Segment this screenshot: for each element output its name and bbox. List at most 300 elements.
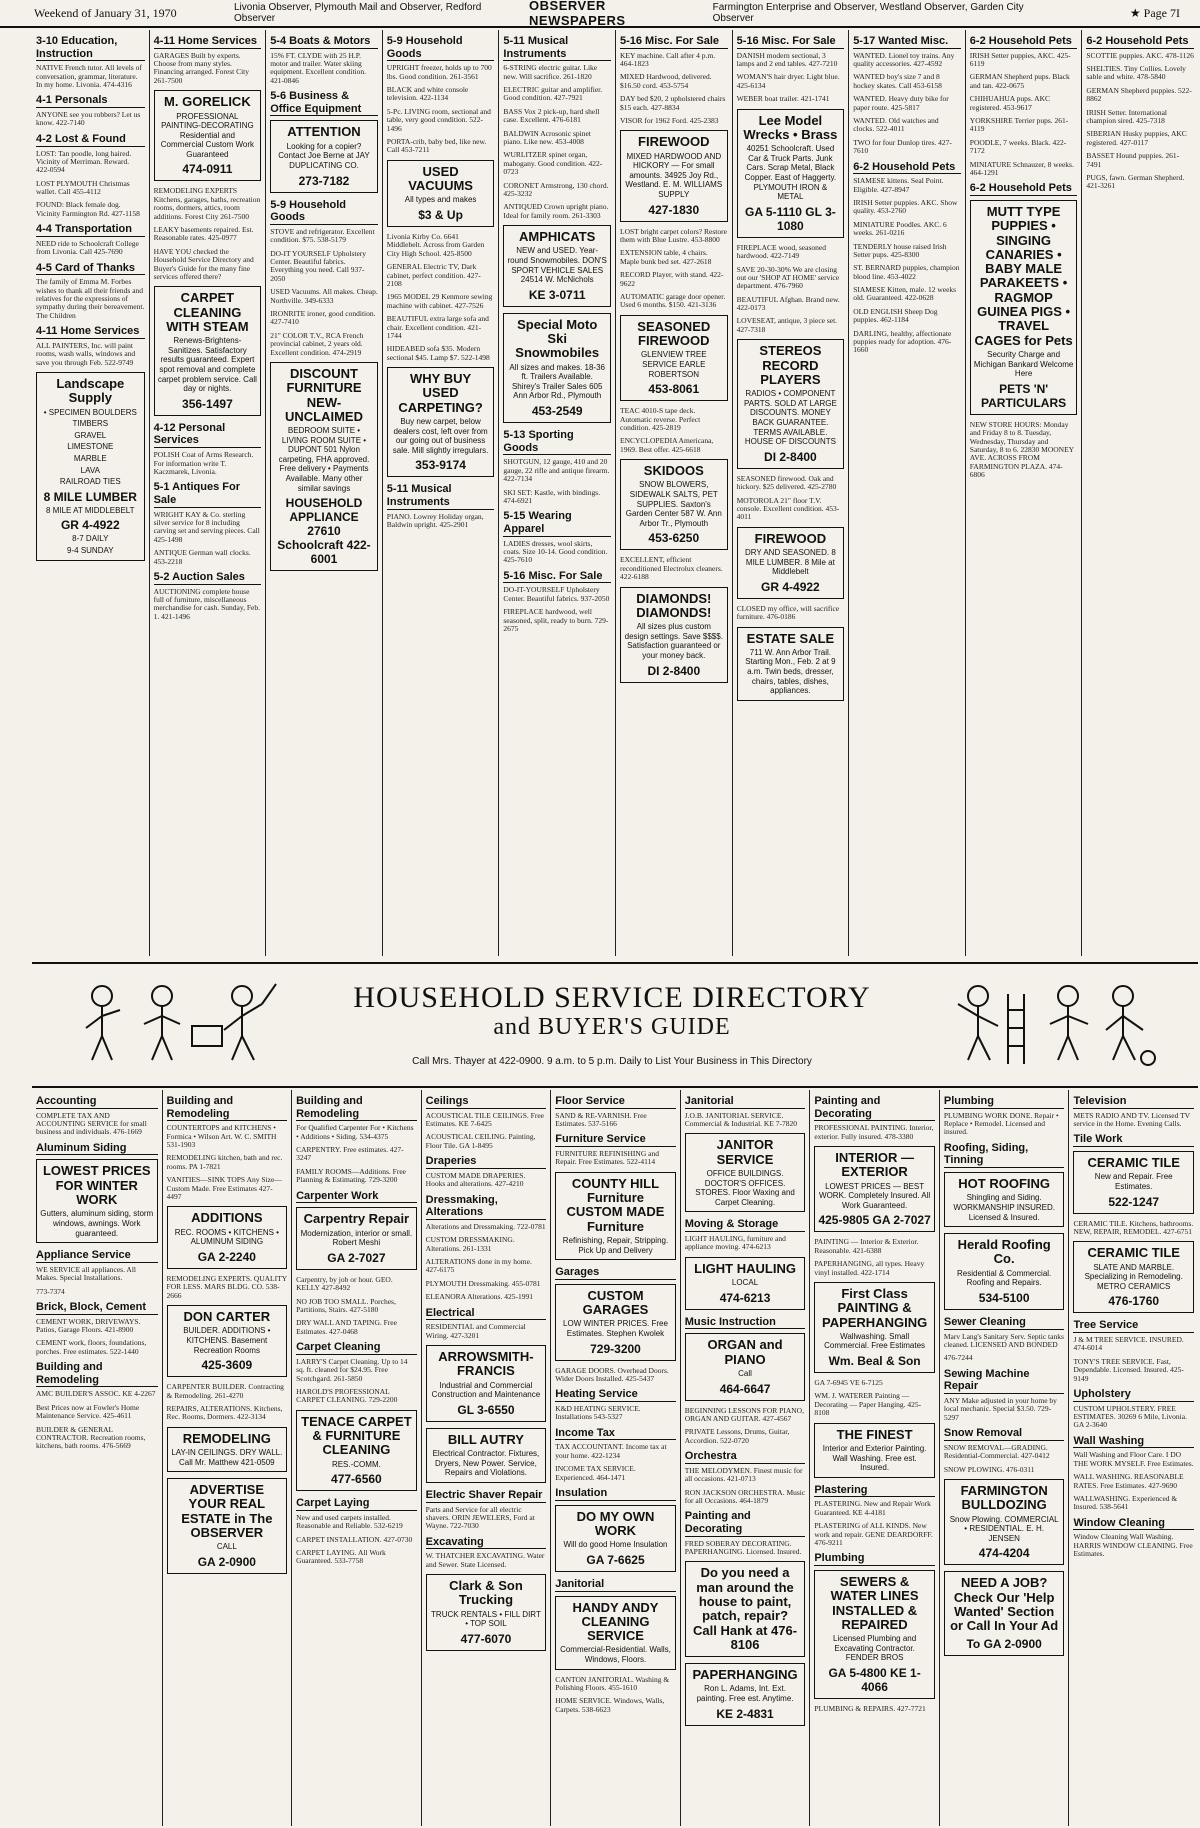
- display-ad-headline: ESTATE SALE: [746, 630, 835, 646]
- classified-ad: CUSTOM UPHOLSTERY. FREE ESTIMATES. 30269 6 Mile, Livonia. GA 2-3640: [1073, 1403, 1187, 1430]
- classified-ad: 476-7244: [943, 1353, 973, 1363]
- display-ad-headline: CERAMIC TILE: [1087, 1155, 1180, 1171]
- display-ad-headline: FIREWOOD: [754, 530, 827, 546]
- display-ad-phone: 729-3200: [590, 1341, 641, 1356]
- category-heading-draperies: Draperies: [426, 1155, 547, 1169]
- page-number: ★ Page 7I: [1129, 5, 1180, 20]
- display-ad: [154, 286, 262, 415]
- classified-ad: GARAGES Built by experts. Choose from many styles. Financing arranged. Forest City 261-7500: [153, 50, 249, 85]
- category-heading-garages: Garages: [555, 1266, 676, 1280]
- classified-ad: LOST bright carpet colors? Restore them with Blue Lustre. 453-8800: [619, 226, 727, 245]
- column-10: [1081, 30, 1198, 956]
- display-ad: [814, 1570, 935, 1699]
- category-heading-5-16-misc-for-sale: 5-16 Misc. For Sale: [503, 570, 611, 584]
- classified-ad: AUTOMATIC garage door opener. Used 6 months. $150. 421-3136: [619, 291, 726, 310]
- display-ad-phone: HOUSEHOLD APPLIANCE 27610 Schoolcraft 422-6001: [277, 496, 371, 567]
- classified-ad: GA 7-6945 VE 6-7125: [814, 1378, 883, 1388]
- display-ad: [387, 367, 495, 477]
- display-ad-body: Snow Plowing. COMMERCIAL • RESIDENTIAL. E. H. JENSEN: [949, 1514, 1059, 1543]
- display-ad-headline: SEWERS & WATER LINES INSTALLED & REPAIRED: [830, 1573, 919, 1632]
- category-heading-window-cleaning: Window Cleaning: [1073, 1517, 1194, 1531]
- display-ad-body: Licensed Plumbing and Excavating Contractor. FENDER BROS: [833, 1634, 917, 1663]
- classified-ad: ALTERATIONS done in my home. 427-6175: [425, 1257, 532, 1275]
- display-ad-headline: SEASONED FIREWOOD: [637, 318, 711, 349]
- category-heading-4-2-lost-found: 4-2 Lost & Found: [36, 133, 145, 147]
- category-heading-dressmaking-alterations: Dressmaking, Alterations: [426, 1194, 547, 1220]
- classified-ad: GERMAN Shepherd puppies. 522-8862: [1086, 85, 1192, 104]
- display-ad-phone: 474-6213: [719, 1290, 771, 1305]
- directory-banner: [32, 962, 1198, 1088]
- display-ad-body: Buy new carpet, below dealers cost, left over from our going out of business sale. Mill slightly irregulars.: [392, 416, 489, 455]
- display-ad-body: NEW and USED. Year-round Snowmobiles. DON'S SPORT VEHICLE SALES 24514 W. McNichols: [507, 246, 607, 285]
- category-heading-plumbing: Plumbing: [944, 1095, 1065, 1109]
- display-ad-headline: STEREOS RECORD PLAYERS: [759, 343, 822, 387]
- classified-ad: DO-IT-YOURSELF Upholstery Center. Beautiful fabrics. 937-2050: [503, 585, 610, 603]
- classified-ad: CLOSED my office, will sacrifice furniture. 476-0186: [736, 603, 840, 622]
- display-ad-phone: Wm. Beal & Son: [828, 1354, 921, 1369]
- display-ad-headline: NEED A JOB? Check Our 'Help Wanted' Section or Call In Your Ad: [950, 1575, 1059, 1634]
- display-ad-phone: 427-1830: [648, 202, 700, 217]
- display-ad-phone: 534-5100: [978, 1290, 1030, 1305]
- display-ad: [814, 1146, 935, 1232]
- column-4: [421, 1090, 551, 1826]
- category-heading-carpet-cleaning: Carpet Cleaning: [296, 1341, 417, 1355]
- display-ad-body: Modernization, interior or small. Robert Meshi: [300, 1228, 413, 1248]
- display-ad-phone: PETS 'N' PARTICULARS: [981, 381, 1067, 410]
- classified-ad: KEY machine. Call after 4 p.m. 464-1823: [619, 50, 716, 69]
- column-8: [939, 1090, 1069, 1826]
- display-ad-body: BEDROOM SUITE • LIVING ROOM SUITE • DUPONT 501 Nylon carpeting, FHA approved. Free delivery • Payments Available. Many other similar savings: [278, 426, 370, 493]
- display-ad-body: Industrial and Commercial Construction and Maintenance: [431, 1380, 541, 1400]
- classified-ad: STOVE and refrigerator. Excellent condition. $75. 538-5179: [270, 226, 375, 245]
- category-heading-furniture-service: Furniture Service: [555, 1133, 676, 1147]
- classified-ad: BUILDER & GENERAL CONTRACTOR. Recreation rooms, kitchens, bath rooms. 476-5669: [36, 1424, 146, 1451]
- classified-ad: 5-Pc. LIVING room, sectional and table, very good condition. 522-1496: [386, 106, 491, 133]
- classified-ad: ANY Make adjusted in your home by local mechanic. Special $3.50. 729-5297: [943, 1396, 1057, 1422]
- category-heading-janitorial: Janitorial: [685, 1095, 806, 1109]
- classified-ad: For Qualified Carpenter For • Kitchens • Additions • Siding. 534-4375: [296, 1123, 414, 1141]
- display-ad-body: Will do good Home Insulation: [563, 1540, 668, 1550]
- display-ad-headline: Carpentry Repair: [303, 1211, 410, 1227]
- classified-ad: BEAUTIFUL Afghan. Brand new. 422-0173: [736, 294, 840, 313]
- classified-ad: J.O.B. JANITORIAL SERVICE. Commercial & Industrial. KE 7-7820: [684, 1110, 798, 1129]
- category-heading-6-2-household-pets: 6-2 Household Pets: [1086, 35, 1194, 49]
- display-ad: [814, 1282, 935, 1373]
- classified-ad: SCOTTIE puppies. AKC. 478-1126: [1086, 50, 1194, 60]
- classified-ad: WANTED boy's size 7 and 8 hockey skates. Call 453-6158: [853, 72, 942, 90]
- classified-ad: ACOUSTICAL TILE CEILINGS. Free Estimates. KE 7-6425: [425, 1110, 544, 1129]
- classified-ad: SIBERIAN Husky puppies, AKC registered. 427-0117: [1086, 129, 1187, 147]
- classified-ad: New and used carpets installed. Reasonable and Reliable. 532-6219: [296, 1512, 403, 1531]
- category-heading-roofing-siding-tinning: Roofing, Siding, Tinning: [944, 1142, 1065, 1168]
- category-heading-painting-and-decorating: Painting and Decorating: [814, 1095, 935, 1121]
- display-ad-phone: 353-9174: [415, 458, 466, 473]
- classified-ad: WEBER boat trailer. 421-1741: [736, 94, 830, 104]
- classified-ad: ELEANORA Alterations. 425-1991: [425, 1292, 533, 1302]
- column-9: [965, 30, 1082, 956]
- classified-ad: HAVE YOU checked the Household Service Directory and Buyer's Guide for the many fine services offered there?: [153, 246, 254, 281]
- classified-ad: MINIATURE Schnauzer, 8 weeks. 464-1291: [969, 159, 1074, 177]
- display-ad: [270, 362, 378, 571]
- category-heading-ceilings: Ceilings: [426, 1095, 547, 1109]
- display-ad-body: Call: [738, 1368, 752, 1378]
- category-heading-upholstery: Upholstery: [1073, 1388, 1194, 1402]
- classified-ad: BLACK and white console television. 422-1134: [386, 85, 469, 103]
- classified-ad: Wall Washing and Floor Care. I DO THE WORK MYSELF. Free Estimates.: [1073, 1450, 1194, 1468]
- classified-ad: IRISH Setter puppies. AKC. Show quality. 453-2760: [853, 197, 958, 216]
- display-ad-phone: 477-6560: [331, 1472, 382, 1487]
- column-2: [162, 1090, 292, 1826]
- classified-ad: BASSET Hound puppies. 261-7491: [1086, 151, 1180, 169]
- category-heading-carpet-laying: Carpet Laying: [296, 1497, 417, 1511]
- category-heading-orchestra: Orchestra: [685, 1450, 806, 1464]
- display-ad-body: OFFICE BUILDINGS. DOCTOR'S OFFICES. STORES. Floor Waxing and Carpet Cleaning.: [695, 1169, 795, 1207]
- display-ad-headline: CERAMIC TILE: [1087, 1245, 1180, 1261]
- display-ad: [167, 1478, 288, 1574]
- classified-ad: CARPET LAYING. All Work Guaranteed. 533-7758: [296, 1547, 386, 1566]
- column-4: [382, 30, 499, 956]
- display-ad-headline: ORGAN and PIANO: [707, 1337, 783, 1367]
- display-ad-headline: DISCOUNT FURNITURE NEW-UNCLAIMED: [284, 365, 363, 424]
- display-ad: [36, 1159, 158, 1243]
- classified-ad: GENERAL Electric TV, Dark cabinet, perfect condition. 427-2108: [386, 262, 481, 288]
- display-ad-phone: To GA 2-0900: [966, 1636, 1042, 1651]
- display-ad: [555, 1172, 676, 1260]
- display-ad-headline: ATTENTION: [287, 124, 361, 140]
- column-1: [32, 1090, 162, 1826]
- classified-ad: BEAUTIFUL extra large sofa and chair. Excellent condition. 421-1744: [386, 314, 489, 340]
- classified-ad: LOVESEAT, antique, 3 piece set. 427-7318: [736, 316, 838, 334]
- display-ad-headline: CUSTOM GARAGES: [582, 1287, 649, 1318]
- classified-ad: PRIVATE Lessons, Drums, Guitar, Accordion. 522-0720: [684, 1427, 790, 1445]
- display-ad-body: Security Charge and Michigan Bankard Welcome Here: [973, 349, 1074, 379]
- classified-ad: ELECTRIC guitar and amplifier. Good condition. 427-7921: [503, 85, 603, 103]
- classified-ad: DO-IT YOURSELF Upholstery Center. Beautiful fabrics. Everything you need. Call 937-2050: [270, 248, 367, 283]
- column-1: [32, 30, 149, 956]
- display-ad-headline: ADVERTISE YOUR REAL ESTATE in The OBSERVER: [181, 1482, 273, 1541]
- display-ad-headline: MUTT TYPE PUPPIES • SINGING CANARIES • BABY MALE PARAKEETS • RAGMOP GUINEA PIGS • TRAVEL CAGES for Pets: [974, 203, 1073, 348]
- classified-ad: IRONRITE ironer, good condition. 427-7410: [270, 308, 376, 327]
- category-heading-music-instruction: Music Instruction: [685, 1316, 806, 1330]
- category-heading-5-17-wanted-misc: 5-17 Wanted Misc.: [853, 35, 961, 49]
- display-ad: [426, 1574, 547, 1651]
- display-ad-body: DRY AND SEASONED. 8 MILE LUMBER. 8 Mile at Middlebelt: [744, 547, 836, 577]
- display-ad-body: PROFESSIONAL PAINTING-DECORATING Residential and Commercial Custom Work Guaranteed: [160, 111, 254, 159]
- classified-ad: INCOME TAX SERVICE. Experienced. 464-1471: [555, 1464, 636, 1482]
- classified-ad: TWO for four Dunlop tires. 427-7610: [853, 137, 952, 156]
- category-heading-television: Television: [1073, 1095, 1194, 1109]
- landscape-item: MARBLE: [73, 454, 107, 464]
- classified-ad: K&D HEATING SERVICE. Installations 543-5327: [555, 1404, 641, 1422]
- category-heading-5-15-wearing-apparel: 5-15 Wearing Apparel: [503, 510, 611, 536]
- display-ad-phone: 425-9805 GA 2-7027: [818, 1213, 931, 1228]
- classified-ad: WALLWASHING. Experienced & Insured. 538-5641: [1073, 1494, 1178, 1512]
- category-heading-5-2-auction-sales: 5-2 Auction Sales: [154, 571, 262, 585]
- display-ad: [685, 1663, 806, 1725]
- classified-ad: REMODELING EXPERTS Kitchens, garages, baths, recreation rooms, dormers, attics, room additions. Forest City 261-7500: [153, 186, 261, 221]
- display-ad-headline: SKIDOOS: [643, 463, 704, 479]
- category-heading-carpenter-work: Carpenter Work: [296, 1190, 417, 1204]
- display-ad: [944, 1172, 1065, 1227]
- display-ad-phone: 522-1247: [1108, 1194, 1160, 1209]
- category-heading-building-and-remodeling: Building and Remodeling: [296, 1095, 417, 1121]
- display-ad: [296, 1207, 417, 1269]
- classified-ad: MOTOROLA 21" floor T.V. console. Excellent condition. 453-4011: [736, 495, 840, 522]
- classified-ad: NATIVE French tutor. All levels of conversation, grammar, literature. In my home. Livonia. 474-4316: [36, 63, 142, 90]
- display-ad-phone: 425-3609: [201, 1358, 253, 1373]
- category-heading-painting-and-decorating: Painting and Decorating: [685, 1510, 806, 1536]
- category-heading-wall-washing: Wall Washing: [1073, 1435, 1194, 1449]
- classified-ad: PLUMBING WORK DONE. Repair • Replace • Remodel. Licensed and insured.: [943, 1110, 1059, 1137]
- classified-ad: WANTED. Old watches and clocks. 522-4011: [853, 115, 939, 134]
- display-ad-headline: Special Moto Ski Snowmobiles: [515, 316, 600, 361]
- classified-ad: BEGINNING LESSONS FOR PIANO, ORGAN AND GUITAR. 427-4567: [684, 1405, 804, 1423]
- display-ad-body: REC. ROOMS • KITCHENS • ALUMINUM SIDING: [174, 1227, 279, 1247]
- category-heading-sewer-cleaning: Sewer Cleaning: [944, 1316, 1065, 1330]
- classified-ad: MINIATURE Poodles. AKC. 6 weeks. 261-0216: [853, 219, 947, 238]
- category-heading-excavating: Excavating: [426, 1536, 547, 1550]
- display-ad-phone: GA 5-4800 KE 1-4066: [828, 1665, 921, 1694]
- classified-ad: COMPLETE TAX AND ACCOUNTING SERVICE for small business and individuals. 476-1669: [36, 1110, 147, 1137]
- classified-ad: WURLITZER spinet organ, mahogany. Good condition. 422-0723: [503, 150, 603, 177]
- classified-ad: PROFESSIONAL PAINTING. Interior, exterior. Fully insured. 478-3380: [814, 1123, 934, 1141]
- display-ad: [426, 1428, 547, 1483]
- display-ad-phone: 453-6250: [648, 531, 700, 546]
- display-ad-headline: DIAMONDS! DIAMONDS!: [636, 590, 712, 620]
- display-ad-headline: DON CARTER: [183, 1309, 271, 1325]
- classified-ad: RECORD Player, with stand. 422-9622: [619, 270, 724, 288]
- category-heading-income-tax: Income Tax: [555, 1427, 676, 1441]
- category-heading-4-11-home-services: 4-11 Home Services: [154, 35, 262, 49]
- display-ad: [387, 160, 495, 227]
- display-ad-phone: GA 2-7027: [327, 1250, 386, 1265]
- display-ad-phone: GR 4-4922: [761, 579, 820, 594]
- category-heading-accounting: Accounting: [36, 1095, 158, 1109]
- classified-ad: NO JOB TOO SMALL. Porches, Partitions, Stairs. 427-5180: [296, 1296, 396, 1314]
- classified-ad: NEW STORE HOURS: Monday and Friday 8 to 8. Tuesday, Wednesday, Thursday and Saturday, 8 to 6. 22830 MOONEY AVE. ACROSS FROM FARMINGTON PLAZA. 474-6806: [969, 419, 1074, 480]
- classified-ad: WANTED. Heavy duty bike for paper route. 425-5817: [853, 94, 949, 112]
- classified-ad: HIDEABED sofa $35. Modern sectional $45. Lamp $7. 522-1498: [386, 344, 490, 362]
- category-heading-6-2-household-pets: 6-2 Household Pets: [970, 182, 1078, 196]
- classified-ad: YORKSHIRE Terrier pups. 261-4119: [969, 115, 1069, 134]
- classified-ad: FOUND: Black female dog. Vicinity Farmington Rd. 427-1158: [36, 200, 140, 218]
- display-ad-body: SLATE AND MARBLE. Specializing in Remodeling. METRO CERAMICS: [1084, 1262, 1183, 1291]
- display-ad-headline: Herald Roofing Co.: [957, 1237, 1051, 1267]
- display-ad-body: New and Repair. Free Estimates.: [1094, 1172, 1173, 1191]
- category-heading-building-and-remodeling: Building and Remodeling: [167, 1095, 288, 1121]
- classified-ad: AUCTIONING complete house full of furniture, miscellaneous merchandise for cash. Sunday, Feb. 1. 421-1496: [153, 586, 260, 621]
- classified-ad: SHELTIES. Tiny Collies. Lovely sable and white. 478-5840: [1086, 64, 1186, 82]
- classified-ad: PLASTERING. New and Repair Work Guaranteed. KE 4-4181: [814, 1499, 931, 1517]
- display-ad-body: GLENVIEW TREE SERVICE EARLE ROBERTSON: [640, 350, 707, 379]
- display-ad-headline: FARMINGTON BULLDOZING: [960, 1483, 1048, 1513]
- landscape-subtitle: • SPECIMEN BOULDERS: [43, 407, 137, 417]
- landscape-item: LIMESTONE: [67, 442, 114, 452]
- classified-ad: POLISH Coat of Arms Research. For information write T. Kaczmarek, Livonia.: [153, 450, 254, 476]
- category-heading-6-2-household-pets: 6-2 Household Pets: [853, 161, 961, 175]
- classified-ad: METS RADIO AND TV. Licensed TV service in the Home. Evening Calls.: [1073, 1110, 1190, 1129]
- category-heading-5-9-household-goods: 5-9 Household Goods: [387, 35, 495, 61]
- classified-ad: WE SERVICE all appliances. All Makes. Special Installations.: [36, 1264, 137, 1283]
- issue-date: Weekend of January 31, 1970: [34, 5, 177, 20]
- display-ad: [620, 459, 728, 550]
- category-heading-building-and-remodeling: Building and Remodeling: [36, 1361, 158, 1387]
- category-heading-tile-work: Tile Work: [1073, 1133, 1194, 1147]
- landscape-item: RAILROAD TIES: [59, 477, 121, 487]
- classified-ad: Carpentry, by job or hour. GEO. KELLY 427-8492: [296, 1274, 393, 1293]
- column-9: [1068, 1090, 1198, 1826]
- display-ad-body: RES.-COMM.: [331, 1459, 381, 1469]
- display-ad-body: Commercial-Residential. Walls, Windows, Floors.: [560, 1645, 671, 1664]
- category-heading-4-12-personal-services: 4-12 Personal Services: [154, 422, 262, 448]
- column-3: [265, 30, 382, 956]
- classified-ad: THE MELODYMEN. Finest music for all occasions. 421-0713: [684, 1465, 803, 1484]
- classified-ad: REPAIRS, ALTERATIONS. Kitchens, Rec. Rooms, Dormers. 422-3134: [166, 1403, 283, 1422]
- display-ad-headline: LIGHT HAULING: [694, 1260, 796, 1276]
- classified-ad: Alterations and Dressmaking. 722-0781: [425, 1221, 546, 1231]
- display-ad-body: LAY-IN CEILINGS. DRY WALL. Call Mr. Matthew 421-0509: [171, 1448, 283, 1467]
- classified-ad: AMC BUILDER'S ASSOC. KE 4-2267: [36, 1389, 156, 1399]
- classified-ad: CARPET INSTALLATION. 427-0730: [296, 1534, 413, 1544]
- display-ad-body: Shingling and Siding. WORKMANSHIP INSURED. Licensed & Insured.: [953, 1193, 1055, 1222]
- category-heading-electrical: Electrical: [426, 1307, 547, 1321]
- classified-ad: POODLE, 7 weeks. Black. 422-7172: [969, 137, 1067, 156]
- display-ad: [944, 1233, 1065, 1310]
- classified-ad: FIREPLACE wood, seasoned hardwood. 422-7149: [736, 242, 826, 261]
- display-ad-headline: JANITOR SERVICE: [716, 1137, 774, 1167]
- classified-ad: CANTON JANITORIAL. Washing & Polishing Floors. 455-1610: [555, 1674, 670, 1692]
- classified-ad: Parts and Service for all electric shavers. ORIN JEWELERS, Ford at Wayne. 722-7030: [425, 1504, 535, 1531]
- classified-ad: SIAMESE Kitten, male. 12 weeks old. Guaranteed. 422-0628: [853, 285, 957, 303]
- classified-ad: FIREPLACE hardwood, well seasoned, split, ready to burn. 729-2675: [503, 607, 609, 633]
- display-ad-headline: Clark & Son Trucking: [449, 1578, 523, 1608]
- classified-ad: LADIES dresses, wool skirts, coats. Size 10-14. Good condition. 425-7610: [503, 538, 608, 565]
- classified-ad: FRED SOBERAY DECORATING. PAPERHANGING. Licensed. Insured.: [684, 1538, 802, 1556]
- classified-ad: PIANO. Lowrey Holiday organ, Baldwin upright. 425-2901: [386, 511, 484, 529]
- classified-ad: RON JACKSON ORCHESTRA. Music for all Occasions. 464-1879: [684, 1487, 806, 1505]
- classified-ad: FAMILY ROOMS—Additions. Free Planning & Estimating. 729-3200: [296, 1166, 406, 1185]
- display-ad-body: RADIOS • COMPONENT PARTS. SOLD AT LARGE DISCOUNTS. MONEY BACK GUARANTEE. TERMS AVAILABLE. HOUSE OF DISCOUNTS: [744, 389, 837, 447]
- classified-ad: ST. BERNARD puppies, champion blood line. 453-4022: [853, 263, 960, 281]
- classified-ad: TEAC 4010-S tape deck. Automatic reverse. Perfect condition. 425-2819: [619, 406, 701, 432]
- classified-ad: HAROLD'S PROFESSIONAL CARPET CLEANING. 729-2200: [296, 1386, 398, 1405]
- classified-ad: PAPERHANGING, all types. Heavy vinyl installed. 422-1714: [814, 1259, 925, 1277]
- column-5: [550, 1090, 680, 1826]
- classified-ad: Livonia Kirby Co. 6641 Middlebelt. Across from Garden City High School. 425-8500: [386, 231, 485, 258]
- classified-ad: 1965 MODEL 29 Kenmore sewing machine with cabinet. 427-7526: [386, 292, 493, 310]
- classified-ad: PORTA-crib, baby bed, like new. Call 453-7211: [386, 137, 487, 155]
- classified-ad: DAY bed $20, 2 upholstered chairs $15 each. 427-8834: [619, 94, 726, 112]
- display-ad: [737, 109, 845, 238]
- landscape-title: Landscape Supply: [56, 376, 125, 406]
- classified-ad: COUNTERTOPS and KITCHENS • Formica • Wilson Art. W. C. SMITH 531-1903: [166, 1123, 277, 1150]
- display-ad: [555, 1596, 676, 1670]
- display-ad-headline: M. GORELICK: [164, 94, 251, 110]
- display-ad-phone: GA 7-6625: [586, 1552, 645, 1567]
- display-ad-phone: 476-1760: [1108, 1294, 1160, 1309]
- classified-ad: J & M TREE SERVICE. INSURED. 474-6014: [1073, 1335, 1184, 1353]
- column-3: [291, 1090, 421, 1826]
- landscape-phone: GR 4-4922: [60, 518, 120, 533]
- display-ad: [503, 313, 611, 423]
- classified-ad: DARLING, healthy, affectionate puppies ready for adoption. 476-1660: [853, 328, 952, 355]
- classified-ad: CUSTOM DRESSMAKING. Alterations. 261-1331: [425, 1235, 515, 1253]
- display-ad-phone: 474-0911: [182, 162, 233, 177]
- classified-ad: PLUMBING & REPAIRS. 427-7721: [814, 1703, 926, 1713]
- display-ad-headline: HANDY ANDY CLEANING SERVICE: [572, 1599, 659, 1644]
- classified-ad: MIXED Hardwood, delivered. $16.50 cord. 453-5754: [619, 72, 712, 90]
- classified-ad: WM. J. WATERER Painting — Decorating — Paper Hanging. 425-8108: [814, 1391, 922, 1418]
- classified-ad: FURNITURE REFINISHING and Repair. Free Estimates. 522-4114: [555, 1149, 659, 1167]
- category-heading-snow-removal: Snow Removal: [944, 1427, 1065, 1441]
- display-ad-headline: AMPHICATS: [519, 229, 596, 245]
- display-ad-phone: 273-7182: [298, 173, 350, 188]
- column-2: [149, 30, 266, 956]
- classified-ad: NEED ride to Schoolcraft College from Livonia. Call 425-7690: [36, 238, 139, 257]
- classified-ad: CORONET Armstrong, 130 chord. 425-3232: [503, 180, 609, 198]
- landscape-supply-ad: [36, 372, 145, 561]
- category-heading-5-9-household-goods: 5-9 Household Goods: [270, 199, 378, 225]
- category-heading-4-4-transportation: 4-4 Transportation: [36, 223, 145, 237]
- display-ad-headline: THE FINEST: [836, 1426, 913, 1442]
- display-ad-body: 40251 Schoolcraft. Used Car & Truck Parts. Junk Cars. Scrap Metal, Black Copper. East of Haggerty. PLYMOUTH IRON & METAL: [744, 144, 837, 202]
- classified-ad: SAND & RE-VARNISH. Free Estimates. 537-5166: [555, 1110, 647, 1129]
- category-heading-janitorial: Janitorial: [555, 1578, 676, 1592]
- classified-ad: 6-STRING electric guitar. Like new. Will sacrifice. 261-1820: [503, 63, 598, 81]
- display-ad-phone: GA 5-1110 GL 3-1080: [745, 204, 836, 233]
- display-ad: [620, 587, 728, 683]
- directory-title-line1: HOUSEHOLD SERVICE DIRECTORY: [353, 981, 871, 1014]
- landscape-hours-sunday: 9-4 SUNDAY: [67, 546, 114, 556]
- classified-ad: REMODELING kitchen, bath and rec. rooms. PA 1-7821: [166, 1153, 283, 1171]
- classified-ad: CUSTOM MADE DRAPERIES. Hooks and alterations. 427-4210: [425, 1170, 526, 1189]
- display-ad-headline: First Class PAINTING & PAPERHANGING: [821, 1286, 928, 1330]
- workers-cartoon-left-icon: [72, 974, 282, 1070]
- classified-ad: ANTIQUED Crown upright piano. Ideal for family room. 261-3303: [503, 202, 609, 220]
- display-ad-headline: CARPET CLEANING WITH STEAM: [166, 290, 249, 334]
- classified-ad: RESIDENTIAL and Commercial Wiring. 427-3201: [425, 1322, 526, 1340]
- classified-ad: SIAMESE kittens. Seal Point. Eligible. 427-8947: [853, 176, 944, 194]
- classified-ad: Best Prices now at Fowler's Home Maintenance Service. 425-4611: [36, 1402, 140, 1421]
- category-heading-3-10-education-instruction: 3-10 Education, Instruction: [36, 35, 145, 61]
- display-ad-headline: Do you need a man around the house to paint, patch, repair? Call Hank at 476-8106: [693, 1565, 798, 1652]
- classified-ad: SNOW PLOWING. 476-0311: [943, 1464, 1035, 1474]
- category-heading-floor-service: Floor Service: [555, 1095, 676, 1109]
- display-ad-headline: Lee Model Wrecks • Brass: [743, 112, 838, 142]
- classified-ad: ANTIQUE German wall clocks. 453-2218: [153, 548, 251, 566]
- display-ad-phone: GA 2-0900: [197, 1554, 256, 1569]
- classified-ad: SAVE 20-30-30% We are closing out our 'SHOP AT HOME' service department. 476-7960: [736, 264, 840, 291]
- display-ad-phone: KE 3-0711: [528, 287, 586, 302]
- category-heading-appliance-service: Appliance Service: [36, 1249, 158, 1263]
- directory-title: [332, 982, 892, 1040]
- display-ad-body: All types and makes: [404, 195, 477, 205]
- display-ad-phone: $3 & Up: [418, 207, 463, 222]
- classified-ad: ENCYCLOPEDIA Americana, 1969. Best offer. 425-6618: [619, 436, 714, 454]
- classified-ad: OLD ENGLISH Sheep Dog puppies. 462-1184: [853, 306, 938, 325]
- classified-ad: WANTED. Lionel toy trains. Any quality accessories. 427-4592: [853, 50, 955, 69]
- classified-ad: The family of Emma M. Forbes wishes to thank all their friends and relatives for the expressions of sympathy during their bereavement. The Children: [36, 277, 145, 320]
- classified-ad: CERAMIC TILE. Kitchens, bathrooms. NEW, REPAIR, REMODEL. 427-6751: [1073, 1218, 1194, 1236]
- category-heading-tree-service: Tree Service: [1073, 1319, 1194, 1333]
- display-ad-headline: LOWEST PRICES FOR WINTER WORK: [42, 1163, 151, 1208]
- column-6: [680, 1090, 810, 1826]
- classified-ad: PLASTERING of ALL KINDS. New work and repair. GENE DEARDORFF. 476-9211: [814, 1521, 933, 1547]
- classified-ad: 21" COLOR T.V., RCA French provincial cabinet, 2 years old. Excellent condition. 474-2919: [270, 330, 364, 357]
- classified-ad: GERMAN Shepherd pups. Black and tan. 422-0675: [969, 72, 1070, 90]
- display-ad-phone: GL 3-6550: [457, 1402, 515, 1417]
- display-ad-body: Ron L. Adams, Int. Ext. painting. Free est. Anytime.: [696, 1684, 794, 1704]
